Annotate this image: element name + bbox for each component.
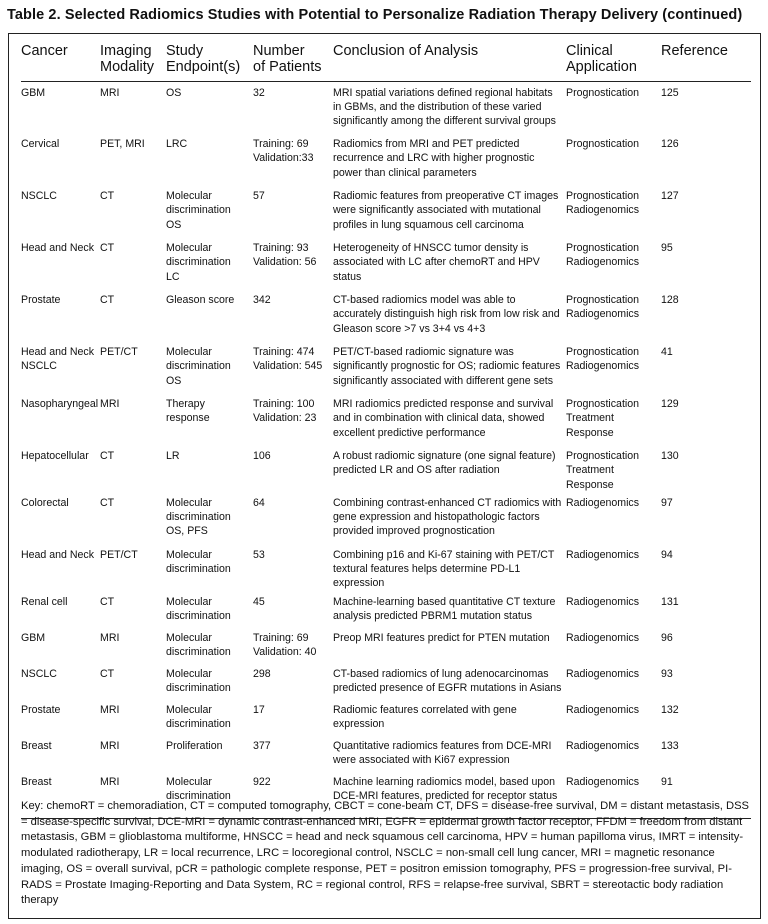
- cell-application: Radiogenomics: [566, 548, 640, 561]
- cell-patients: Training: 100 Validation: 23: [253, 398, 317, 425]
- cell-conclusion: MRI spatial variations defined regional habitats in GBMs, and the distribution of these varied significantly among the different survival groups: [333, 86, 556, 128]
- cell-cancer: Head and Neck NSCLC: [21, 346, 95, 373]
- cell-cancer: Hepatocellular: [21, 450, 89, 462]
- table-row: [21, 445, 751, 492]
- column-header-number-of-patients: Number of Patients: [253, 41, 333, 81]
- cell-conclusion: Machine learning radiomics model, based upon DCE-MRI features, predicted for receptor status: [333, 771, 566, 819]
- table-row: [21, 393, 751, 445]
- cell-cancer: GBM: [21, 631, 46, 644]
- cell-cancer: Head and Neck: [21, 548, 95, 561]
- cell-conclusion: Combining contrast-enhanced CT radiomics with gene expression and histopathologic factors provided improved prognostication: [333, 496, 562, 538]
- cell-cancer: Cervical: [21, 138, 60, 150]
- cell-endpoints: LR: [166, 450, 180, 462]
- cell-endpoints: Molecular discrimination: [166, 631, 231, 659]
- table-row: [21, 492, 751, 544]
- cell-endpoints: Molecular discrimination LC: [166, 242, 231, 283]
- cell-application: Radiogenomics: [566, 631, 640, 644]
- table-row: [21, 341, 751, 393]
- cell-conclusion: Radiomic features from preoperative CT images were significantly associated with mutational profiles in lung squamous cell carcinoma: [333, 190, 559, 231]
- cell-cancer: GBM: [21, 86, 46, 99]
- cell-conclusion: MRI radiomics predicted response and survival and in combination with clinical data, showed excellent predictive performance: [333, 398, 554, 439]
- cell-application: Radiogenomics: [566, 667, 640, 680]
- cell-conclusion: Radiomics from MRI and PET predicted recurrence and LRC with higher prognostic power than clinical parameters: [333, 138, 535, 179]
- cell-reference: 132: [661, 703, 679, 716]
- cell-cancer: Prostate: [21, 703, 61, 716]
- cell-application: Prognostication Treatment Response: [566, 398, 640, 439]
- cell-cancer: Colorectal: [21, 496, 69, 509]
- cell-conclusion: Heterogeneity of HNSCC tumor density is associated with LC after chemoRT and HPV status: [333, 242, 540, 283]
- cell-conclusion: Machine-learning based quantitative CT texture analysis predicted PBRM1 mutation status: [333, 595, 556, 623]
- cell-patients: 45: [253, 595, 265, 608]
- cell-conclusion: Preop MRI features predict for PTEN mutation: [333, 631, 550, 644]
- cell-patients: 377: [253, 739, 271, 752]
- cell-application: Radiogenomics: [566, 739, 640, 752]
- table-row: [21, 544, 751, 591]
- cell-reference: 97: [661, 496, 673, 509]
- table-row: [21, 735, 751, 771]
- cell-modality: PET/CT: [100, 548, 138, 561]
- cell-reference: 133: [661, 739, 679, 752]
- abbreviation-key: Key: chemoRT = chemoradiation, CT = computed tomography, CBCT = cone-beam CT, DFS = disease-free survival, DM = distant metastasis, DSS = disease-specific survival, DCE-MRI = dynamic contrast-enhanced MRI, EGFR = epidermal growth factor receptor, FFDM = freedom from distant metastasis, GBM = glioblastoma multiforme, HNSCC = head and neck squamous cell carcinoma, HPV = human papilloma virus, IMRT = intensity-modulated radiotherapy, LR = local recurrence, LRC = locoregional control, NSCLC = non-small cell lung cancer, MRI = magnetic resonance imaging, OS = overall survival, pCR = pathologic complete response, PET = positron emission tomography, PFS = progression-free survival, PI-RADS = Prostate Imaging-Reporting and Data System, RC = regional control, RFS = relapse-free survival, SBRT = stereotactic body radiation therapy: [21, 800, 750, 907]
- cell-application: Prognostication: [566, 86, 640, 99]
- cell-conclusion: PET/CT-based radiomic signature was significantly prognostic for OS; radiomic features significantly associated with different gene sets: [333, 346, 561, 387]
- cell-modality: CT: [100, 450, 115, 462]
- cell-application: Prognostication Radiogenomics: [566, 294, 640, 321]
- cell-patients: 298: [253, 667, 271, 680]
- radiomics-table: [21, 41, 751, 819]
- table-row: [21, 237, 751, 289]
- cell-patients: 64: [253, 496, 265, 509]
- cell-application: Radiogenomics: [566, 496, 640, 509]
- column-header-conclusion: Conclusion of Analysis: [333, 41, 566, 81]
- column-header-cancer: Cancer: [21, 41, 100, 81]
- cell-conclusion: Combining p16 and Ki-67 staining with PET/CT textural features helps determine PD-L1 expression: [333, 548, 555, 590]
- cell-endpoints: LRC: [166, 138, 188, 150]
- table-row: [21, 185, 751, 237]
- cell-patients: Training: 474 Validation: 545: [253, 346, 323, 373]
- cell-modality: MRI: [100, 398, 120, 410]
- cell-application: Radiogenomics: [566, 595, 640, 608]
- cell-conclusion: A robust radiomic signature (one signal feature) predicted LR and OS after radiation: [333, 450, 556, 477]
- cell-reference: 94: [661, 548, 673, 561]
- cell-application: Radiogenomics: [566, 771, 661, 819]
- cell-reference: 41: [661, 346, 673, 358]
- cell-modality: PET, MRI: [100, 138, 145, 150]
- cell-patients: Training: 93 Validation: 56: [253, 242, 317, 269]
- cell-cancer: NSCLC: [21, 667, 57, 680]
- cell-reference: 93: [661, 667, 673, 680]
- column-header-reference: Reference: [661, 41, 751, 81]
- cell-endpoints: Molecular discrimination: [166, 771, 253, 819]
- cell-modality: MRI: [100, 771, 166, 819]
- table-title: Table 2. Selected Radiomics Studies with Potential to Personalize Radiation Therapy Delivery (continued): [7, 7, 743, 23]
- column-header-clinical-application: Clinical Application: [566, 41, 661, 81]
- cell-cancer: Breast: [21, 771, 100, 819]
- cell-reference: 95: [661, 242, 673, 254]
- table-row: [21, 81, 751, 133]
- cell-reference: 129: [661, 398, 679, 410]
- cell-reference: 127: [661, 190, 679, 202]
- cell-patients: Training: 69 Validation:33: [253, 138, 314, 165]
- cell-application: Radiogenomics: [566, 703, 640, 716]
- cell-endpoints: Molecular discrimination: [166, 548, 231, 576]
- cell-modality: PET/CT: [100, 346, 138, 358]
- table-header-row: [21, 41, 751, 81]
- cell-patients: 57: [253, 190, 265, 202]
- column-header-imaging-modality: Imaging Modality: [100, 41, 166, 81]
- cell-modality: CT: [100, 496, 115, 509]
- cell-modality: CT: [100, 190, 115, 202]
- table-row: [21, 663, 751, 699]
- cell-application: Prognostication: [566, 138, 640, 150]
- cell-conclusion: Quantitative radiomics features from DCE-MRI were associated with Ki67 expression: [333, 739, 552, 767]
- cell-patients: 32: [253, 86, 265, 99]
- cell-patients: 106: [253, 450, 271, 462]
- table-body: [21, 81, 751, 819]
- cell-endpoints: Proliferation: [166, 739, 223, 752]
- cell-reference: 131: [661, 595, 679, 608]
- cell-application: Prognostication Treatment Response: [566, 450, 640, 491]
- cell-conclusion: CT-based radiomics model was able to accurately distinguish high risk from low risk and Gleason score >7 vs 3+4 vs 4+3: [333, 294, 560, 335]
- cell-patients: Training: 69 Validation: 40: [253, 631, 317, 659]
- cell-endpoints: OS: [166, 86, 182, 99]
- cell-reference: 128: [661, 294, 679, 306]
- cell-endpoints: Molecular discrimination: [166, 595, 231, 623]
- cell-endpoints: Molecular discrimination OS, PFS: [166, 496, 231, 538]
- table-row: [21, 133, 751, 185]
- cell-endpoints: Therapy response: [166, 398, 210, 425]
- cell-application: Prognostication Radiogenomics: [566, 242, 640, 269]
- cell-application: Prognostication Radiogenomics: [566, 190, 640, 217]
- cell-modality: MRI: [100, 631, 120, 644]
- cell-reference: 125: [661, 86, 679, 99]
- cell-cancer: Renal cell: [21, 595, 68, 608]
- cell-patients: 17: [253, 703, 265, 716]
- cell-endpoints: Molecular discrimination OS: [166, 346, 231, 387]
- cell-reference: 91: [661, 771, 751, 819]
- table-row: [21, 627, 751, 663]
- cell-conclusion: CT-based radiomics of lung adenocarcinomas predicted presence of EGFR mutations in Asians: [333, 667, 562, 695]
- cell-modality: MRI: [100, 86, 120, 99]
- cell-modality: MRI: [100, 739, 120, 752]
- cell-endpoints: Gleason score: [166, 294, 235, 306]
- cell-patients: 922: [253, 771, 333, 819]
- cell-patients: 342: [253, 294, 271, 306]
- cell-modality: CT: [100, 595, 115, 608]
- cell-cancer: Head and Neck: [21, 242, 95, 254]
- cell-patients: 53: [253, 548, 265, 561]
- cell-modality: CT: [100, 242, 115, 254]
- cell-cancer: Breast: [21, 739, 52, 752]
- cell-endpoints: Molecular discrimination: [166, 667, 231, 695]
- table-row: [21, 289, 751, 341]
- cell-reference: 96: [661, 631, 673, 644]
- table-row: [21, 591, 751, 627]
- cell-application: Prognostication Radiogenomics: [566, 346, 640, 373]
- cell-endpoints: Molecular discrimination OS: [166, 190, 231, 231]
- cell-cancer: NSCLC: [21, 190, 57, 202]
- table-row: [21, 699, 751, 735]
- cell-endpoints: Molecular discrimination: [166, 703, 231, 731]
- cell-reference: 130: [661, 450, 679, 462]
- cell-modality: CT: [100, 294, 115, 306]
- column-header-study-endpoints: Study Endpoint(s): [166, 41, 253, 81]
- cell-reference: 126: [661, 138, 679, 150]
- cell-cancer: Prostate: [21, 294, 61, 306]
- cell-modality: CT: [100, 667, 115, 680]
- cell-conclusion: Radiomic features correlated with gene expression: [333, 703, 517, 731]
- cell-modality: MRI: [100, 703, 120, 716]
- cell-cancer: Nasopharyngeal: [21, 398, 99, 410]
